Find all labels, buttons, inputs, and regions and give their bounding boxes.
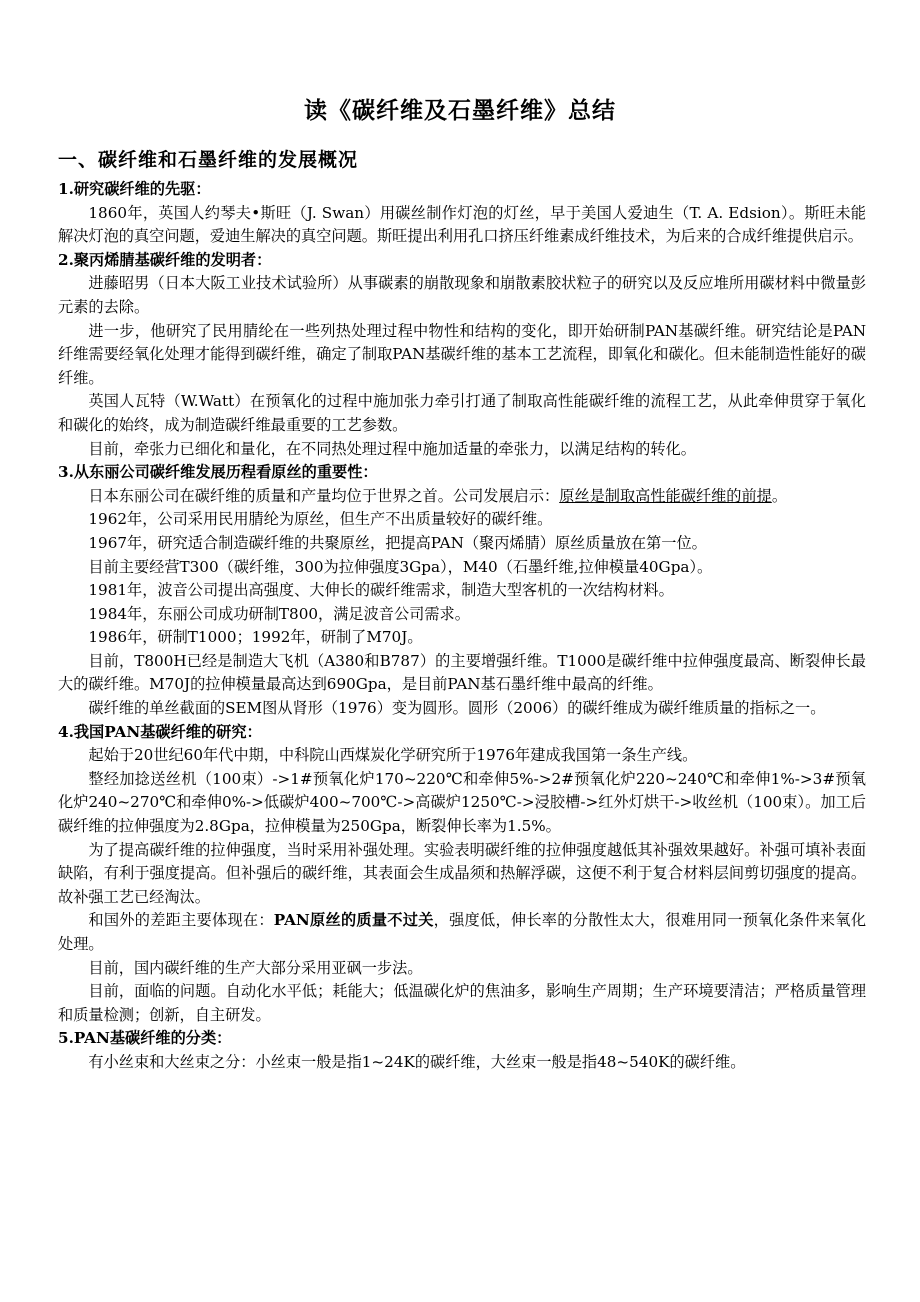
paragraph: 1967年，研究适合制造碳纤维的共聚原丝，把提高PAN（聚丙烯腈）原丝质量放在第一位。: [88, 533, 707, 552]
paragraph: 有小丝束和大丝束之分：小丝束一般是指1~24K的碳纤维，大丝束一般是指48~540K的碳纤维。: [88, 1052, 746, 1071]
document-title: 读《碳纤维及石墨纤维》总结: [304, 98, 616, 124]
paragraph: 目前，T800H已经是制造大飞机（A380和B787）的主要增强纤维。T1000是碳纤维中拉伸强度最高、断裂伸长最大的碳纤维。M70J的拉伸模量最高达到690Gpa，是目前PAN基石墨纤维中最高的纤维。: [58, 651, 866, 694]
subsection-heading: 5.PAN基碳纤维的分类：: [58, 1029, 232, 1048]
underlined-text: 原丝是制取高性能碳纤维的前提: [559, 486, 772, 505]
paragraph-text: 。: [771, 486, 788, 505]
paragraph-text: 日本东丽公司在碳纤维的质量和产量均位于世界之首。公司发展启示：: [88, 486, 560, 505]
paragraph: 英国人瓦特（W.Watt）在预氧化的过程中施加张力牵引打通了制取高性能碳纤维的流程工艺，从此牵伸贯穿于氧化和碳化的始终，成为制造碳纤维最重要的工艺参数。: [58, 392, 866, 434]
paragraph-text: 和国外的差距主要体现在：: [88, 911, 274, 930]
section-heading: 一、碳纤维和石墨纤维的发展概况: [58, 149, 359, 171]
subsection-heading: 1.研究碳纤维的先驱：: [58, 180, 211, 198]
paragraph: 目前，牵张力已细化和量化，在不同热处理过程中施加适量的牵张力，以满足结构的转化。: [88, 439, 696, 458]
paragraph: 起始于20世纪60年代中期，中科院山西煤炭化学研究所于1976年建成我国第一条生产线。: [88, 746, 698, 765]
document-body: [58, 178, 866, 1075]
paragraph: [58, 485, 866, 509]
paragraph: 1981年，波音公司提出高强度、大伸长的碳纤维需求，制造大型客机的一次结构材料。: [88, 581, 674, 600]
paragraph: 进一步，他研究了民用腈纶在一些列热处理过程中物性和结构的变化，即开始研制PAN基碳纤维。研究结论是PAN纤维需要经氧化处理才能得到碳纤维，确定了制取PAN基碳纤维的基本工艺流程，即氧化和碳化。但未能制造性能好的碳纤维。: [58, 321, 866, 387]
bold-text: PAN原丝的质量不过关: [273, 911, 434, 930]
paragraph: 整经加捻送丝机（100束）->1#预氧化炉170~220℃和牵伸5%->2#预氧化炉220~240℃和牵伸1%->3#预氧化炉240~270℃和牵伸0%->低碳炉400~700℃->高碳炉1250℃->浸胶槽->红外灯烘干->收丝机（100束）。加工后碳纤维的拉伸强度为2.8Gpa，拉伸模量为250Gpa，断裂伸长率为1.5%。: [58, 769, 866, 836]
paragraph: 为了提高碳纤维的拉伸强度，当时采用补强处理。实验表明碳纤维的拉伸强度越低其补强效果越好。补强可填补表面缺陷，有利于强度提高。但补强后的碳纤维，其表面会生成晶须和热解浮碳，这便不利于复合材料层间剪切强度的提高。故补强工艺已经淘汰。: [58, 840, 866, 906]
paragraph: 进藤昭男（日本大阪工业技术试验所）从事碳素的崩散现象和崩散素胶状粒子的研究以及反应堆所用碳材料中微量彭元素的去除。: [58, 274, 866, 316]
paragraph: 目前，面临的问题。自动化水平低；耗能大；低温碳化炉的焦油多，影响生产周期；生产环境要清洁；严格质量管理和质量检测；创新，自主研发。: [58, 982, 866, 1024]
paragraph: 目前主要经营T300（碳纤维，300为拉伸强度3Gpa），M40（石墨纤维,拉伸模量40Gpa）。: [88, 557, 713, 576]
paragraph: 1986年，研制T1000；1992年，研制了M70J。: [88, 628, 423, 647]
paragraph: [58, 909, 866, 956]
paragraph: 1860年，英国人约琴夫•斯旺（J. Swan）用碳丝制作灯泡的灯丝，早于美国人爱迪生（T. A. Edsion）。斯旺未能解决灯泡的真空问题，爱迪生解决的真空问题。斯旺提出利用孔口挤压纤维素成纤维技术，为后来的合成纤维提供启示。: [58, 203, 866, 246]
paragraph: 碳纤维的单丝截面的SEM图从肾形（1976）变为圆形。圆形（2006）的碳纤维成为碳纤维质量的指标之一。: [88, 699, 826, 718]
paragraph: 1962年，公司采用民用腈纶为原丝，但生产不出质量较好的碳纤维。: [88, 510, 553, 529]
paragraph: 1984年，东丽公司成功研制T800，满足波音公司需求。: [88, 604, 470, 623]
subsection-heading: 2.聚丙烯腈基碳纤维的发明者：: [58, 250, 272, 269]
subsection-heading: 4.我国PAN基碳纤维的研究：: [58, 722, 262, 741]
paragraph-text: ，强度低，伸长率的分散性太大，很难用同一预氧化条件来氧化处理。: [58, 911, 867, 953]
paragraph: 目前，国内碳纤维的生产大部分采用亚砜一步法。: [88, 958, 423, 977]
subsection-heading: 3.从东丽公司碳纤维发展历程看原丝的重要性：: [58, 463, 378, 482]
